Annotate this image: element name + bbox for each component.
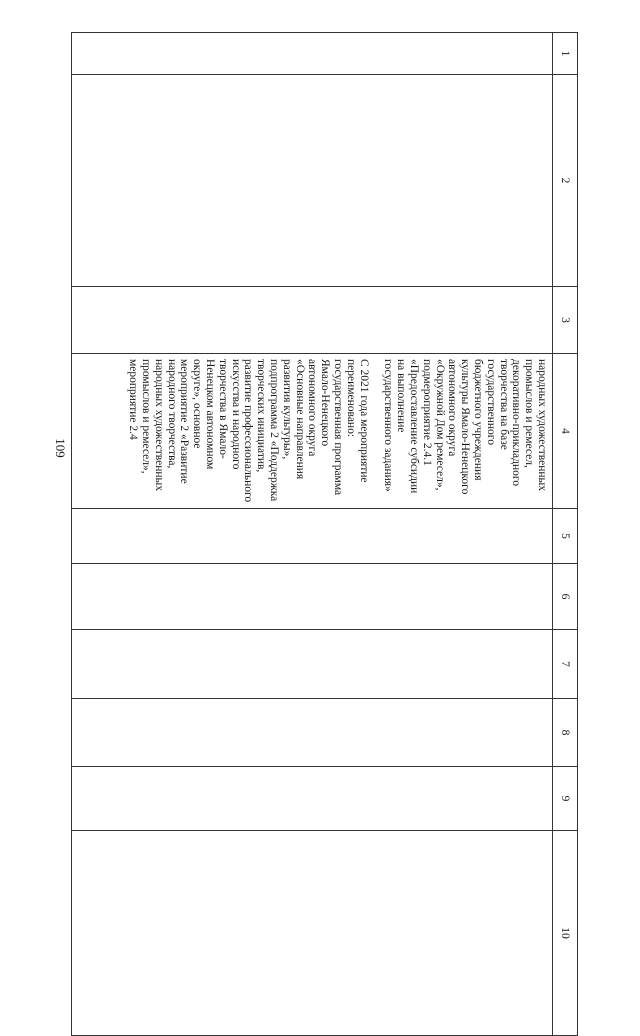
- col-header-5: 5: [553, 509, 578, 564]
- cell-col-9: [72, 767, 553, 831]
- page-number: 109: [53, 438, 68, 458]
- col-header-8: 8: [553, 699, 578, 767]
- cell-col-2: [72, 75, 553, 287]
- cell-col-6: [72, 564, 553, 630]
- cell-col-8: [72, 699, 553, 767]
- cell-col-4: [72, 354, 553, 509]
- cell-paragraph-1: народных художественных промыслов и ремесел, декоративно-прикладного творчества на базе государственного бюджетного учреждения культуры Ямало-Ненецкого автономного округа «Окружной Дом ремесел», подмероприятие 2.4.1 «Предоставление субсидии на выполнение государственного задания»: [382, 359, 548, 495]
- cell-col-5: [72, 509, 553, 564]
- col-header-2: 2: [553, 75, 578, 287]
- col-header-6: 6: [553, 564, 578, 630]
- col-header-4: 4: [553, 354, 578, 509]
- col-header-10: 10: [553, 831, 578, 1036]
- col-header-9: 9: [553, 767, 578, 831]
- col-header-3: 3: [553, 287, 578, 354]
- cell-paragraph-2: С 2021 года мероприятие переименовано: государственная программа Ямало-Ненецкого автономного округа «Основные направления развития культуры», подпрограмма 2 «Поддержка творческих инициатив, развитие профессионального искусства и народного творчества в Ямало-Ненецком автономном округе», основное мероприятие 2 «Развитие народного творчества, народных художественных промыслов и ремесел», мероприятие 2.4: [127, 359, 370, 503]
- header-row: [553, 33, 578, 1036]
- table-row: [72, 33, 553, 1036]
- col-header-1: 1: [553, 33, 578, 75]
- cell-col-3: [72, 287, 553, 354]
- data-table: [71, 32, 578, 1036]
- col-header-7: 7: [553, 630, 578, 699]
- cell-col-7: [72, 630, 553, 699]
- cell-col-1: [72, 33, 553, 75]
- cell-col-10: [72, 831, 553, 1036]
